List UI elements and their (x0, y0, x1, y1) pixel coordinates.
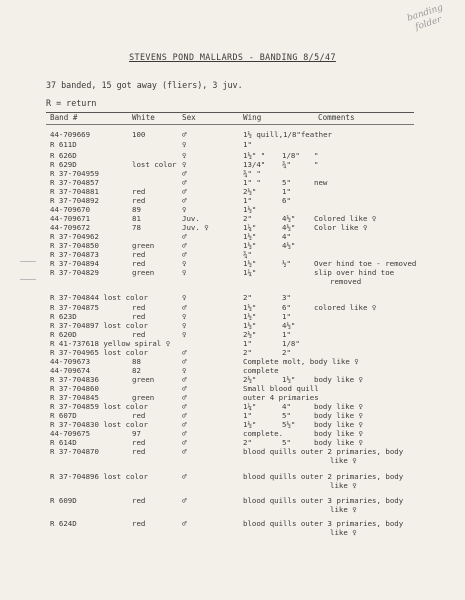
band-cell: R 624D (50, 519, 77, 528)
sex-cell: ♂ (182, 472, 187, 481)
wing-detail-cell: ¾" (282, 160, 291, 169)
table-header-rule (46, 124, 414, 125)
band-cell: 44-709671 (50, 214, 91, 223)
wing-cell: Complete molt, body like ♀ (243, 357, 359, 366)
comments-cell: body like ♀ (314, 438, 363, 447)
wing-cell: 1½ quill,1/8"feather (243, 130, 332, 139)
band-cell: R 37-704850 (50, 241, 99, 250)
white-cell: red (132, 438, 146, 447)
band-cell: R 37-704875 (50, 303, 99, 312)
wing-cell: 2½" (243, 375, 257, 384)
wing-cell: blood quills outer 3 primaries, body (243, 496, 404, 505)
sex-cell: ♂ (182, 241, 187, 250)
sex-cell: ♂ (182, 393, 187, 402)
band-cell: 44-709673 (50, 357, 91, 366)
white-cell: 97 (132, 429, 141, 438)
wing-cell: ¾" " (243, 169, 261, 178)
wing-cell: 1" (243, 339, 252, 348)
wing-cell: 2½" (243, 187, 257, 196)
comments-cell: Over hind toe - removed (314, 259, 417, 268)
header-wing: Wing (243, 113, 262, 122)
sex-cell: ♂ (182, 429, 187, 438)
wing-detail-cell: ½" (282, 259, 291, 268)
band-cell: R 614D (50, 438, 77, 447)
band-cell: R 609D (50, 496, 77, 505)
wing-detail-cell: 1" (282, 187, 291, 196)
white-cell: red (132, 196, 146, 205)
white-cell: 100 (132, 130, 146, 139)
sex-cell: ♂ (182, 447, 187, 456)
wing-cell: 1½" (243, 232, 257, 241)
white-cell: red (132, 496, 146, 505)
band-cell: R 41-737618 yellow spiral ♀ (50, 339, 171, 348)
wing-detail-cell: 5" (282, 438, 291, 447)
table-header (0, 113, 465, 124)
comments-cell: body like ♀ (314, 375, 363, 384)
wing-cell: 2" (243, 438, 252, 447)
sex-cell: ♂ (182, 357, 187, 366)
band-cell: R 37-704859 lost color (50, 402, 148, 411)
sex-cell: Juv. (182, 214, 200, 223)
band-cell: R 37-704881 (50, 187, 99, 196)
wing-detail-cell: 1/8" (282, 339, 300, 348)
white-cell: lost color (132, 160, 177, 169)
banding-summary: 37 banded, 15 got away (fliers), 3 juv. (46, 80, 243, 90)
sex-cell: ♂ (182, 187, 187, 196)
sex-cell: ♀ (182, 160, 187, 169)
wing-cell: 1" (243, 196, 252, 205)
sex-cell: ♂ (182, 411, 187, 420)
white-cell: green (132, 375, 155, 384)
wing-cell: blood quills outer 2 primaries, body (243, 447, 404, 456)
table-row (0, 505, 465, 516)
wing-cell: complete (243, 366, 279, 375)
sex-cell: ♂ (182, 178, 187, 187)
wing-detail-cell: 4½" (282, 223, 296, 232)
wing-cell: 2" (243, 348, 252, 357)
band-cell: R 37-704896 lost color (50, 472, 148, 481)
sex-cell: ♀ (182, 366, 187, 375)
wing-detail-cell: 2" (282, 348, 291, 357)
white-cell: red (132, 519, 146, 528)
comments-cell: slip over hind toe (314, 268, 395, 277)
wing-cell: 1½" (243, 205, 257, 214)
wing-detail-cell: 4½" (282, 321, 296, 330)
wing-cell: 1¼" (243, 223, 257, 232)
band-cell: R 620D (50, 330, 77, 339)
sex-cell: ♀ (182, 293, 187, 302)
white-cell: red (132, 312, 146, 321)
table-row (0, 277, 465, 288)
wing-cell: 1¼" (243, 402, 257, 411)
table-row (0, 481, 465, 492)
white-cell: green (132, 393, 155, 402)
sex-cell: ♂ (182, 438, 187, 447)
comments-cell: new (314, 178, 328, 187)
band-cell: R 37-704892 (50, 196, 99, 205)
sex-cell: ♀ (182, 321, 187, 330)
sex-cell: ♂ (182, 232, 187, 241)
band-cell: 44-709670 (50, 205, 91, 214)
white-cell: red (132, 447, 146, 456)
wing-cell: 1" " (243, 178, 261, 187)
comments-cell: body like ♀ (314, 420, 363, 429)
header-comments: Comments (318, 113, 355, 122)
wing-detail-cell: 5" (282, 178, 291, 187)
white-cell: 78 (132, 223, 141, 232)
wing-detail-cell: 6" (282, 303, 291, 312)
wing-cell: 1½" (243, 241, 257, 250)
wing-cell: 1½" " (243, 151, 266, 160)
sex-cell: ♂ (182, 348, 187, 357)
sex-cell: ♀ (182, 330, 187, 339)
band-cell: R 37-704836 (50, 375, 99, 384)
return-legend: R = return (46, 98, 97, 108)
wing-cell: 2" (243, 293, 252, 302)
band-cell: R 37-704897 lost color (50, 321, 148, 330)
comments-cell: " (314, 160, 319, 169)
band-cell: R 37-704857 (50, 178, 99, 187)
white-cell: red (132, 303, 146, 312)
sex-cell: ♀ (182, 259, 187, 268)
band-cell: R 37-704860 (50, 384, 99, 393)
band-cell: R 37-704965 lost color (50, 348, 148, 357)
wing-detail-cell: 4½" (282, 241, 296, 250)
table-row (0, 140, 465, 151)
table-row (0, 456, 465, 467)
sex-cell: ♀ (182, 140, 187, 149)
wing-cell: Small blood quill (243, 384, 319, 393)
white-cell: 88 (132, 357, 141, 366)
wing-cell: 1½" (243, 321, 257, 330)
wing-cell: 1½" (243, 312, 257, 321)
band-cell: R 629D (50, 160, 77, 169)
white-cell: red (132, 259, 146, 268)
white-cell: 89 (132, 205, 141, 214)
wing-cell: blood quills outer 3 primaries, body (243, 519, 404, 528)
header-band: Band # (50, 113, 78, 122)
handwritten-margin-note: banding folder (405, 2, 445, 33)
wing-cell: 13/4" (243, 160, 266, 169)
wing-detail-cell: 5½" (282, 420, 296, 429)
wing-detail-cell: 1" (282, 330, 291, 339)
band-cell: R 37-704962 (50, 232, 99, 241)
band-cell: R 37-704830 lost color (50, 420, 148, 429)
wing-cell: complete. (243, 429, 284, 438)
wing-cell: 1¼" (243, 268, 257, 277)
wing-detail-cell: 1/8" (282, 151, 300, 160)
wing-detail-cell: 6" (282, 196, 291, 205)
sex-cell: ♀ (182, 312, 187, 321)
comments-cell: like ♀ (330, 505, 357, 514)
wing-cell: 2" (243, 214, 252, 223)
sex-cell: ♂ (182, 402, 187, 411)
band-cell: R 37-704870 (50, 447, 99, 456)
sex-cell: ♂ (182, 384, 187, 393)
wing-cell: 1½" (243, 259, 257, 268)
wing-cell: 1½" (243, 420, 257, 429)
sex-cell: ♀ (182, 151, 187, 160)
white-cell: red (132, 411, 146, 420)
comments-cell: colored like ♀ (314, 303, 377, 312)
table-row (0, 528, 465, 539)
wing-detail-cell: 1" (282, 312, 291, 321)
white-cell: 81 (132, 214, 141, 223)
sex-cell: ♂ (182, 303, 187, 312)
band-cell: R 37-704959 (50, 169, 99, 178)
white-cell: green (132, 241, 155, 250)
white-cell: red (132, 187, 146, 196)
band-cell: R 37-704894 (50, 259, 99, 268)
wing-cell: 1" (243, 411, 252, 420)
comments-cell: body like ♀ (314, 411, 363, 420)
sex-cell: ♂ (182, 250, 187, 259)
wing-cell: ¾" (243, 250, 252, 259)
band-cell: R 37-704829 (50, 268, 99, 277)
sex-cell: ♂ (182, 375, 187, 384)
wing-detail-cell: 4" (282, 402, 291, 411)
wing-cell: 1" (243, 140, 252, 149)
band-cell: R 37-704873 (50, 250, 99, 259)
white-cell: 82 (132, 366, 141, 375)
comments-cell: like ♀ (330, 481, 357, 490)
comments-cell: removed (330, 277, 362, 286)
band-cell: R 607D (50, 411, 77, 420)
sex-cell: Juv. ♀ (182, 223, 209, 232)
white-cell: red (132, 250, 146, 259)
band-cell: R 623D (50, 312, 77, 321)
comments-cell: like ♀ (330, 456, 357, 465)
sex-cell: ♂ (182, 519, 187, 528)
band-cell: R 37-704845 (50, 393, 99, 402)
band-cell: 44-709674 (50, 366, 91, 375)
comments-cell: Color like ♀ (314, 223, 368, 232)
band-cell: R 626D (50, 151, 77, 160)
wing-detail-cell: 4" (282, 232, 291, 241)
wing-cell: 2½" (243, 330, 257, 339)
band-cell: R 611D (50, 140, 77, 149)
document-title: STEVENS POND MALLARDS - BANDING 8/5/47 (129, 52, 336, 62)
sex-cell: ♂ (182, 196, 187, 205)
sex-cell: ♂ (182, 496, 187, 505)
sex-cell: ♀ (182, 268, 187, 277)
comments-cell: " (314, 151, 319, 160)
band-cell: 44-709672 (50, 223, 91, 232)
white-cell: red (132, 330, 146, 339)
wing-cell: outer 4 primaries (243, 393, 319, 402)
sex-cell: ♂ (182, 420, 187, 429)
wing-detail-cell: 5" (282, 411, 291, 420)
wing-detail-cell: 4½" (282, 214, 296, 223)
sex-cell: ♀ (182, 205, 187, 214)
header-sex: Sex (182, 113, 196, 122)
wing-detail-cell: 3" (282, 293, 291, 302)
wing-cell: 1½" (243, 303, 257, 312)
band-cell: 44-709669 (50, 130, 91, 139)
band-cell: 44-709675 (50, 429, 91, 438)
comments-cell: like ♀ (330, 528, 357, 537)
wing-detail-cell: 1½" (282, 375, 296, 384)
sex-cell: ♂ (182, 130, 187, 139)
comments-cell: Colored like ♀ (314, 214, 377, 223)
sex-cell: ♂ (182, 169, 187, 178)
comments-cell: body like ♀ (314, 402, 363, 411)
wing-cell: blood quills outer 2 primaries, body (243, 472, 404, 481)
comments-cell: body like ♀ (314, 429, 363, 438)
band-cell: R 37-704844 lost color (50, 293, 148, 302)
white-cell: green (132, 268, 155, 277)
header-white: White (132, 113, 155, 122)
